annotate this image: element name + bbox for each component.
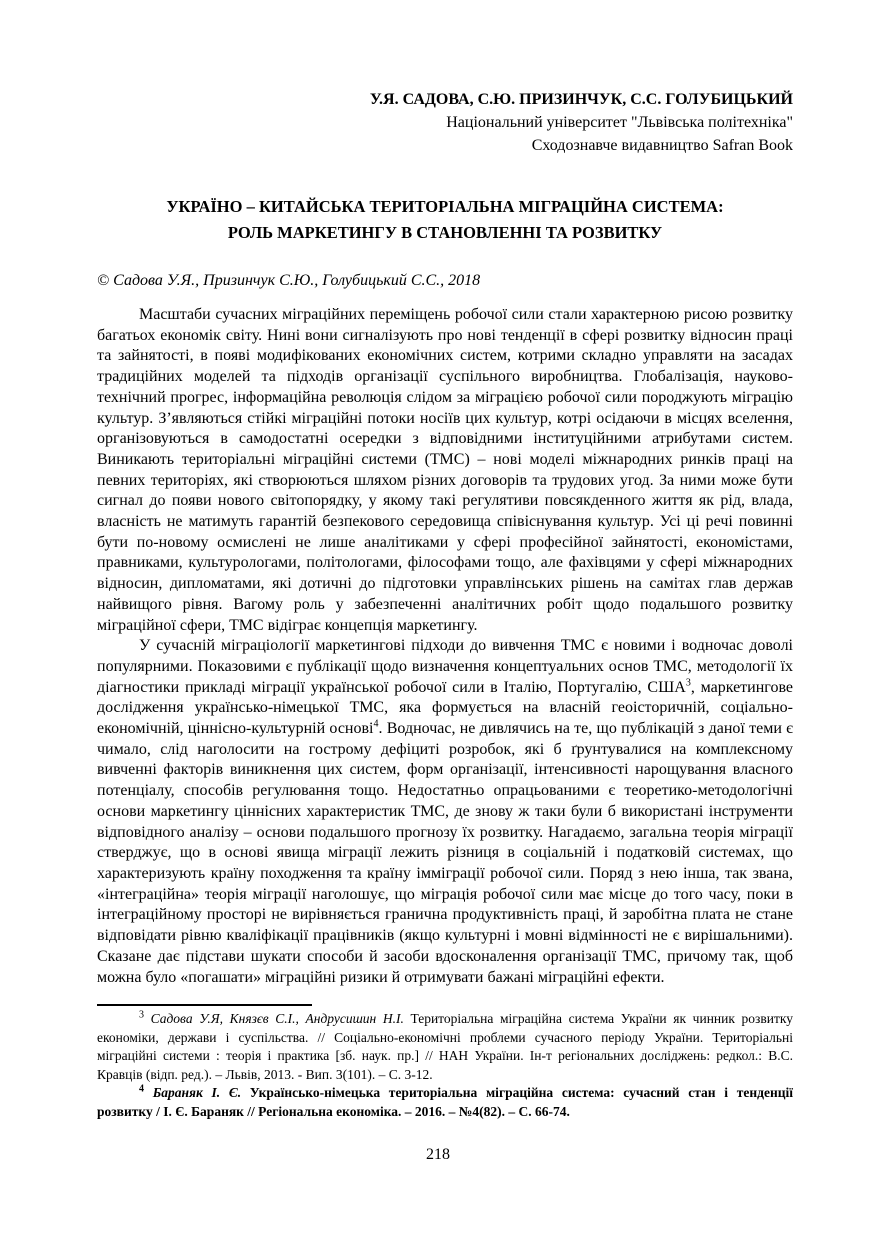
footnote-4 — [97, 1084, 793, 1121]
paragraph-2: У сучасній міграціології маркетингові підходи до вивчення ТМС є новими і водночас доволі популярними. Показовими є публікації щодо визначення концептуальних основ ТМС, методології їх діагностики прикладі міграції української робочої сили в Італію, Португалію, США$^3$, маркетингове дослідження українсько-німецької ТМС, яка формується на власній геоісторичній, соціально-економічній, ціннісно-культурній основі$^4$. Водночас, не дивлячись на те, що публікацій з даної теми є чимало, слід наголосити на гострому дефіциті розробок, які б ґрунтувалися на комплексному вивченні факторів виникнення цих систем, форм організації, інтенсивності нарощування власного потенціалу, способів регулювання тощо. Недостатньо опрацьованими є теоретико-методологічні основи маркетингу ціннісних характеристик ТМС, де знову ж таки були б використані інструменти відповідного аналізу – основи подальшого прогнозу їх розвитку. Нагадаємо, загальна теорія міграції стверджує, що в основі явища міграції лежить різниця в соціальній і податковій системах, що характеризують країну походження та країну імміграції робочої сили. Поряд з нею інша, так звана, «інтеграційна» теорія міграції наголошує, що міграція робочої сили має місце до того часу, поки в інтеграційному просторі не вирівняється гранична продуктивність праці, й заробітна плата не стане відповідати рівню кваліфікації працівників (якщо культурні і мовні відмінності не є вирішальними). Сказане дає підстави шукати способи й засоби вдосконалення організації ТМС, причому так, щоб можна було «погашати» міграційні ризики й отримувати бажані міграційні ефекти. — [97, 637, 794, 986]
footnotes-section — [97, 1004, 793, 1122]
article-body — [97, 305, 793, 988]
page-number: 218 — [426, 1146, 450, 1163]
article-title-line-2: РОЛЬ МАРКЕТИНГУ В СТАНОВЛЕННІ ТА РОЗВИТКУ — [227, 223, 663, 242]
footnote-3-authors: Садова У.Я, Князєв С.І., Андрусишин Н.І. — [144, 1011, 404, 1026]
footnote-3-text: Територіальна міграційна система України як чинник розвитку економіки, держави і суспільства. // Соціально-економічні проблеми сучасного періоду України. Територіальні міграційні системи : теорія і практика [зб. наук. пр.] // НАН України. Ін-т регіональних досліджень: редкол.: В.С. Кравців (відп. ред.). – Львів, 2013. - Вип. 3(101). – С. 3-12. — [97, 1011, 794, 1082]
article-title-line-1: УКРАЇНО – КИТАЙСЬКА ТЕРИТОРІАЛЬНА МІГРАЦІЙНА СИСТЕМА: — [166, 197, 724, 216]
footnote-4-authors: Бараняк І. Є. — [144, 1085, 242, 1101]
copyright-line: © Садова У.Я., Призинчук С.Ю., Голубицький С.С., 2018 — [97, 272, 481, 289]
affiliation-line: Національний університет "Львівська політехніка" — [446, 114, 793, 131]
authors-line: У.Я. САДОВА, С.Ю. ПРИЗИНЧУК, С.С. ГОЛУБИЦЬКИЙ — [369, 91, 793, 108]
publisher-line: Сходознавче видавництво Safran Book — [531, 137, 793, 154]
page-header — [97, 88, 793, 157]
footnote-4-text: Українсько-німецька територіальна міграційна система: сучасний стан і тенденції розвитку / І. Є. Бараняк // Регіональна економіка. – 2016. – №4(82). – С. 66-74. — [97, 1085, 794, 1119]
footnote-4-number: 4 — [139, 1083, 144, 1095]
footnote-divider — [97, 1004, 312, 1006]
paragraph-1: Масштаби сучасних міграційних переміщень робочої сили стали характерною рисою розвитку багатьох економік світу. Нині вони сигналізують про нові тенденції в сфері розвитку відносин праці та зайнятості, в появі модифікованих економічних систем, котрими складно управляти на засадах традиційних моделей та підходів організації суспільного виробництва. Глобалізація, науково-технічний прогрес, інформаційна революція слідом за міграцією робочої сили породжують міграцію культур. З’являються стійкі міграційні потоки носіїв цих культур, котрі осідаючи в місцях вселення, організовуються в самодостатні осередки з відповідними інституційними атрибутами систем. Виникають територіальні міграційні системи (ТМС) – нові моделі міжнародних ринків праці на певних територіях, які створюються шляхом різних договорів та трудових угод. За ними може бути сигнал до появи нового світопорядку, у якому такі регулятиви повсякденного життя як рід, влада, власність не матимуть гарантій безпекового середовища співіснування культур. Усі ці речі повинні бути по-новому осмислені не лише аналітиками у сфері професійної зайнятості, економістами, правниками, культурологами, політологами, філософами тощо, але фахівцями у сфері міжнародних відносин, дипломатами, які дотичні до підготовки управлінських рішень на самітах глав держав найвищого рівня. Вагому роль у забезпеченні аналітичних робіт щодо подальшого розвитку міграційної сфери, ТМС відіграє концепція маркетингу. — [97, 306, 793, 634]
article-title — [97, 194, 793, 246]
footnote-3-number: 3 — [139, 1009, 144, 1021]
footnote-3 — [97, 1010, 793, 1084]
